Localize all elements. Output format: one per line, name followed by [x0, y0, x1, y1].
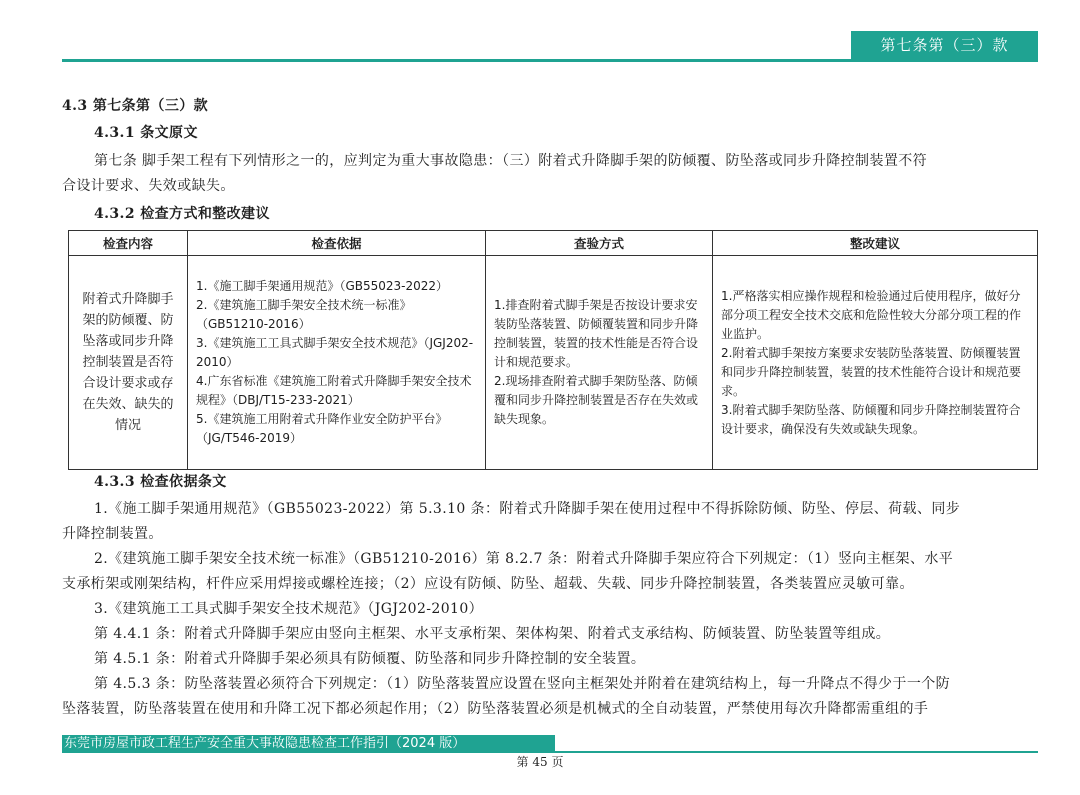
cell-method	[486, 256, 713, 470]
article-text-line-2: 合设计要求、失效或缺失。	[62, 178, 235, 194]
inspection-table	[68, 230, 1038, 470]
clause-1-line-1: 1.《施工脚手架通用规范》（GB55023-2022）第 5.3.10 条：附着式升降脚手架在使用过程中不得拆除防倾、防坠、停层、荷载、同步	[94, 501, 961, 517]
method-item: 1.排查附着式脚手架是否按设计要求安装防坠落装置、防倾覆装置和同步升降控制装置，装置的技术性能是否符合设计和规范要求。	[494, 298, 699, 369]
page-number: 第 45 页	[516, 755, 564, 769]
clause-1-line-2: 升降控制装置。	[62, 526, 163, 542]
subsection-title-basis-clauses: 4.3.3 检查依据条文	[94, 474, 227, 490]
header-advice: 整改建议	[713, 231, 1038, 256]
advice-item: 1.严格落实相应操作规程和检验通过后使用程序，做好分部分项工程安全技术交底和危险性较大分部分项工程的作业监护。	[721, 288, 1022, 341]
clause-3-article-453-line-2: 坠落装置，防坠落装置在使用和升降工况下都必须起作用；（2）防坠落装置必须是机械式的全自动装置，严禁使用每次升降都需重组的手	[62, 701, 929, 717]
basis-item: 2.《建筑施工脚手架安全技术统一标准》（GB51210-2016）	[196, 298, 412, 331]
footer-guide-title: 东莞市房屋市政工程生产安全重大事故隐患检查工作指引（2024 版）	[62, 735, 555, 753]
subsection-title-original-text: 4.3.1 条文原文	[94, 125, 198, 141]
header-divider	[62, 59, 1038, 62]
header-basis: 检查依据	[188, 231, 486, 256]
header-method: 查验方式	[486, 231, 713, 256]
basis-item: 5.《建筑施工用附着式升降作业安全防护平台》（JG/T546-2019）	[196, 412, 448, 445]
method-item: 2.现场排查附着式脚手架防坠落、防倾覆和同步升降控制装置是否存在失效或缺失现象。	[494, 374, 699, 426]
basis-item: 4.广东省标准《建筑施工附着式升降脚手架安全技术规程》（DBJ/T15-233-2021）	[196, 374, 472, 407]
clause-3-article-453-line-1: 第 4.5.3 条：防坠落装置必须符合下列规定：（1）防坠落装置应设置在竖向主框架处并附着在建筑结构上，每一升降点不得少于一个防	[94, 676, 951, 692]
cell-inspection-content: 附着式升降脚手架的防倾覆、防坠落或同步升降控制装置是否符合设计要求或存在失效、缺失的情况	[69, 256, 188, 470]
subsection-title-inspection: 4.3.2 检查方式和整改建议	[94, 206, 270, 222]
advice-item: 2.附着式脚手架按方案要求安装防坠落装置、防倾覆装置和同步升降控制装置，装置的技术性能符合设计和规范要求。	[721, 345, 1022, 398]
cell-advice	[713, 256, 1038, 470]
section-title: 4.3 第七条第（三）款	[62, 98, 209, 114]
chapter-header-tab: 第七条第（三）款	[851, 31, 1038, 59]
clause-3-article-451: 第 4.5.1 条：附着式升降脚手架必须具有防倾覆、防坠落和同步升降控制的安全装置。	[94, 651, 646, 667]
advice-item: 3.附着式脚手架防坠落、防倾覆和同步升降控制装置符合设计要求，确保没有失效或缺失现象。	[721, 402, 1021, 436]
clause-3-title: 3.《建筑施工工具式脚手架安全技术规范》（JGJ202-2010）	[94, 601, 484, 617]
cell-basis	[188, 256, 486, 470]
clause-3-article-441: 第 4.4.1 条：附着式升降脚手架应由竖向主框架、水平支承桁架、架体构架、附着式支承结构、防倾装置、防坠装置等组成。	[94, 626, 891, 642]
basis-item: 1.《施工脚手架通用规范》（GB55023-2022）	[196, 279, 449, 293]
basis-item: 3.《建筑施工工具式脚手架安全技术规范》（JGJ202-2010）	[196, 336, 474, 369]
clause-2-line-2: 支承桁架或刚架结构，杆件应采用焊接或螺栓连接；（2）应设有防倾、防坠、超载、失载、同步升降控制装置，各类装置应灵敏可靠。	[62, 576, 914, 592]
clause-2-line-1: 2.《建筑施工脚手架安全技术统一标准》（GB51210-2016）第 8.2.7 条：附着式升降脚手架应符合下列规定：（1）竖向主框架、水平	[94, 551, 954, 567]
table-header-row	[69, 231, 1038, 256]
header-content: 检查内容	[69, 231, 188, 256]
article-text-line-1: 第七条 脚手架工程有下列情形之一的，应判定为重大事故隐患：（三）附着式升降脚手架的防倾覆、防坠落或同步升降控制装置不符	[94, 153, 928, 169]
table-row	[69, 256, 1038, 470]
